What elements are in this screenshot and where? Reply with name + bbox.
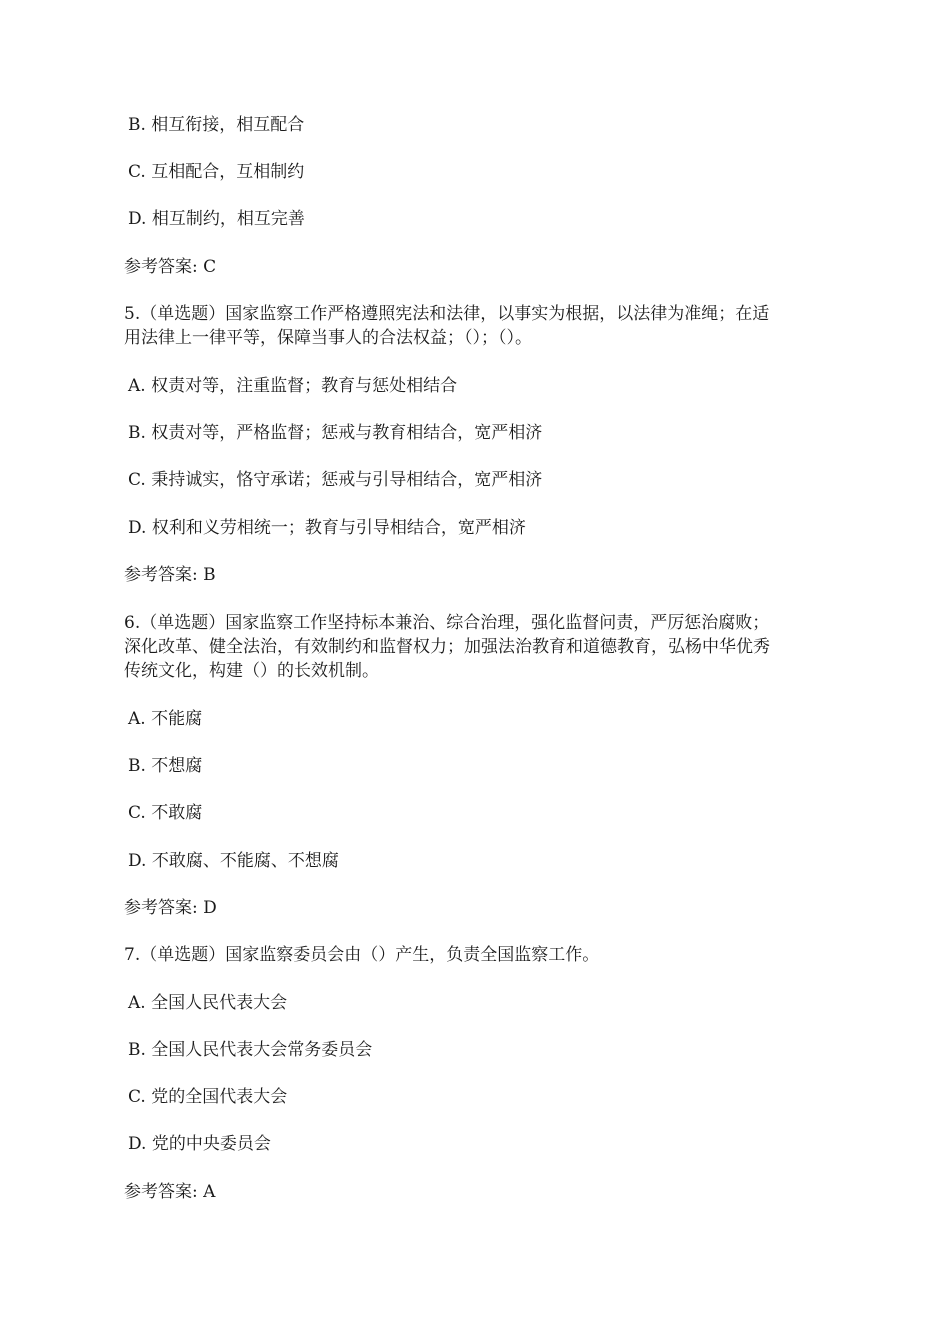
- q7-option-d: D. 党的中央委员会: [128, 1134, 271, 1154]
- q6-stem-line1: 6.（单选题）国家监察工作坚持标本兼治、综合治理，强化监督问责，严厉惩治腐败；: [124, 613, 770, 633]
- q4-answer: 参考答案: C: [124, 257, 217, 277]
- q5-answer: 参考答案: B: [124, 565, 216, 585]
- q5-stem-line1: 5.（单选题）国家监察工作严格遵照宪法和法律，以事实为根据，以法律为准绳；在适: [124, 304, 770, 324]
- q4-option-d: D. 相互制约，相互完善: [128, 209, 305, 229]
- q6-option-a: A. 不能腐: [128, 709, 203, 729]
- q6-answer: 参考答案: D: [124, 898, 217, 918]
- q6-stem-line2: 深化改革、健全法治，有效制约和监督权力；加强法治教育和道德教育，弘杨中华优秀: [124, 637, 770, 657]
- q7-option-b: B. 全国人民代表大会常务委员会: [128, 1040, 373, 1060]
- q7-option-c: C. 党的全国代表大会: [128, 1087, 288, 1107]
- q5-option-c: C. 秉持诚实，恪守承诺；惩戒与引导相结合，宽严相济: [128, 470, 543, 490]
- q6-option-b: B. 不想腐: [128, 756, 203, 776]
- q7-answer: 参考答案: A: [124, 1182, 216, 1202]
- q7-stem-line1: 7.（单选题）国家监察委员会由（）产生，负责全国监察工作。: [124, 945, 600, 965]
- q4-option-c: C. 互相配合，互相制约: [128, 162, 305, 182]
- q6-option-d: D. 不敢腐、不能腐、不想腐: [128, 851, 339, 871]
- q5-stem-line2: 用法律上一律平等，保障当事人的合法权益；（）；（）。: [124, 328, 532, 348]
- q7-option-a: A. 全国人民代表大会: [128, 993, 288, 1013]
- q6-option-c: C. 不敢腐: [128, 803, 203, 823]
- q5-option-b: B. 权责对等，严格监督；惩戒与教育相结合，宽严相济: [128, 423, 543, 443]
- q6-stem-line3: 传统文化，构建（）的长效机制。: [124, 661, 379, 681]
- q5-option-d: D. 权利和义劳相统一；教育与引导相结合，宽严相济: [128, 518, 526, 538]
- q4-option-b: B. 相互衔接，相互配合: [128, 115, 305, 135]
- q5-option-a: A. 权责对等，注重监督；教育与惩处相结合: [128, 376, 458, 396]
